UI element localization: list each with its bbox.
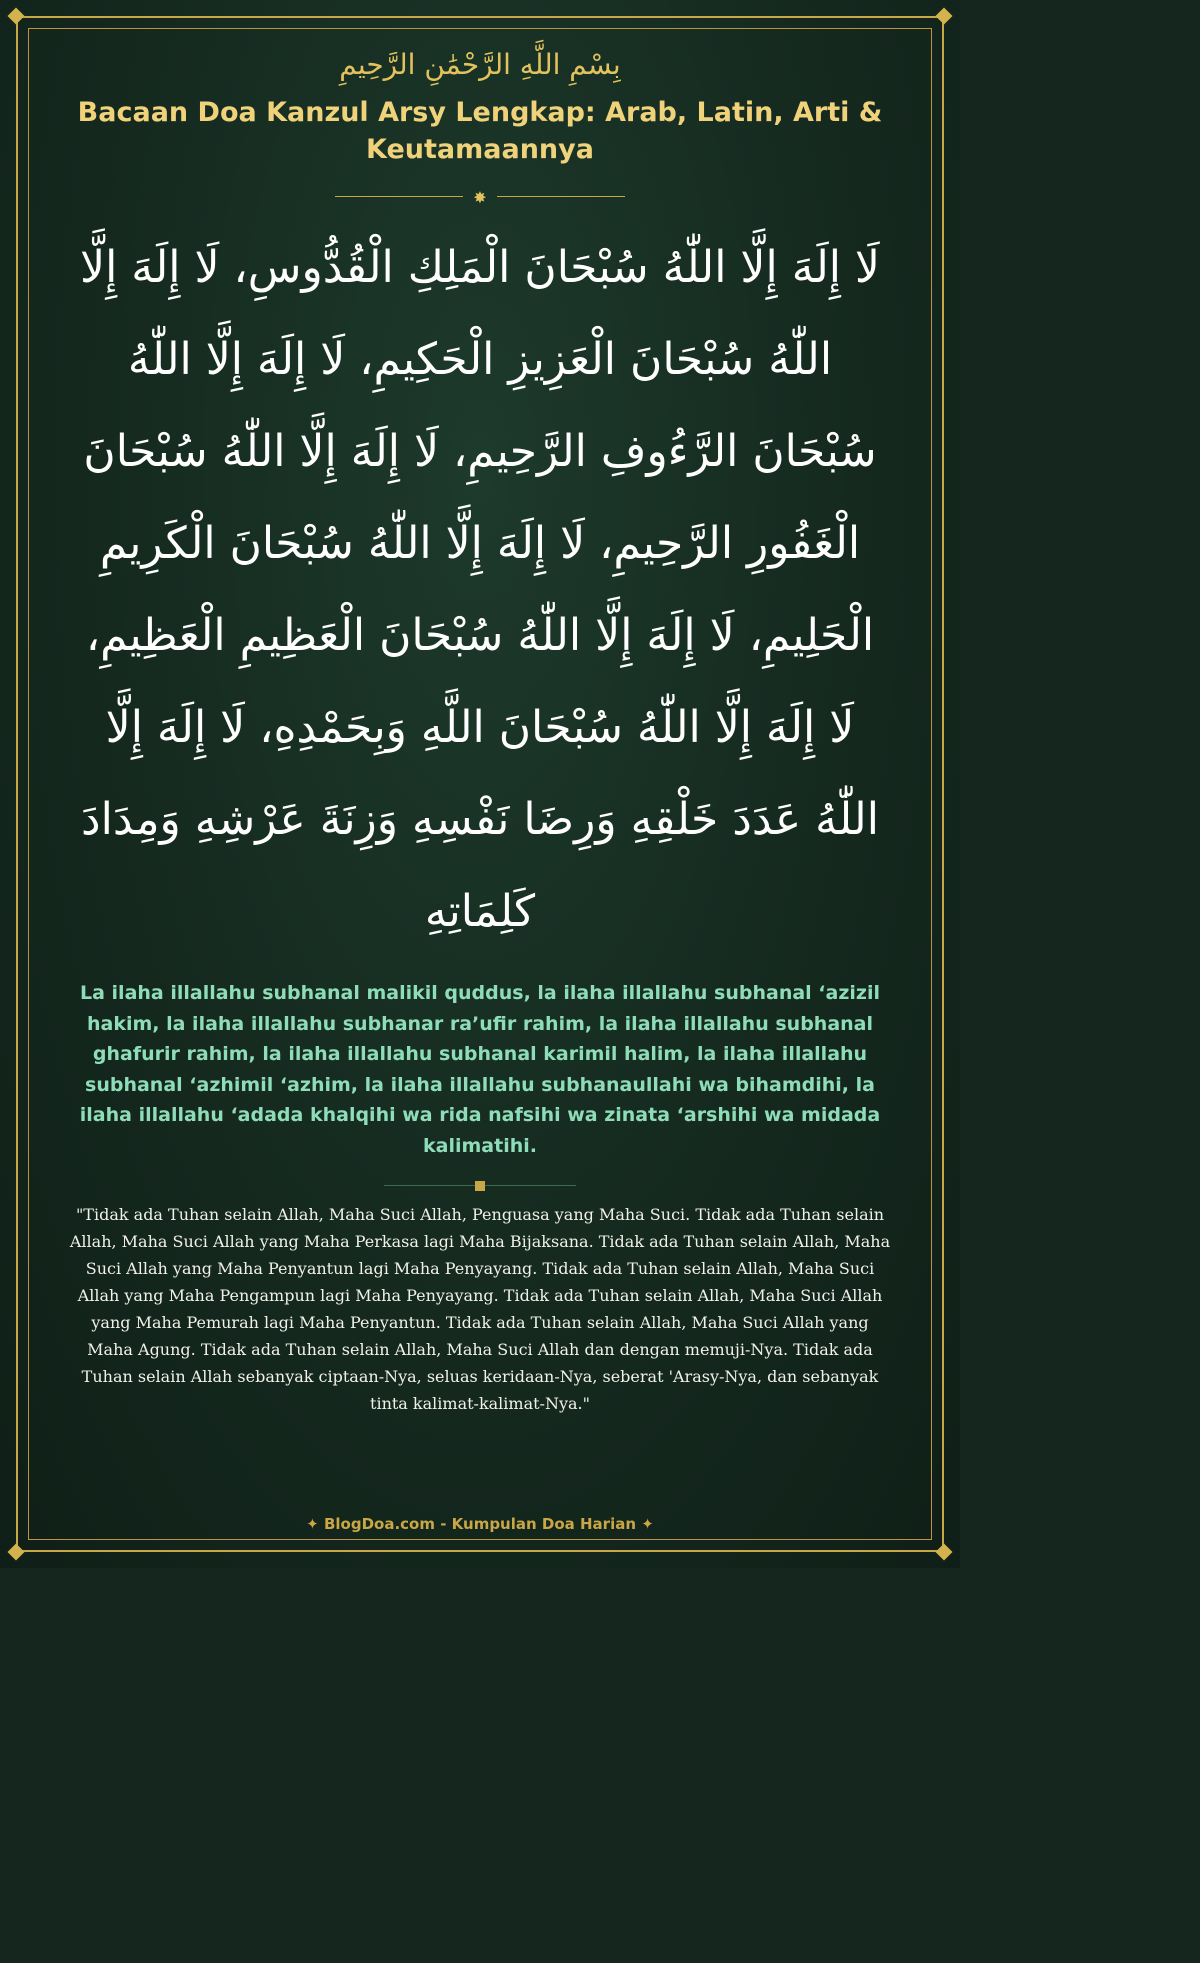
page-title: Bacaan Doa Kanzul Arsy Lengkap: Arab, Latin, Arti & Keutamaannya <box>77 97 883 165</box>
title-divider <box>335 188 625 207</box>
latin-transliteration: La ilaha illallahu subhanal malikil quddus, la ilaha illallahu subhanal ‘azizil hakim, la ilaha illallahu subhanar ra’ufir rahim, la ilaha illallahu subhanal ghafurir rahim, la ilaha illallahu subhanal karimil halim, la ilaha illallahu subhanal ‘azhimil ‘azhim, la ilaha illallahu subhanaullahi wa bihamdihi, la ilaha illallahu ‘adada khalqihi wa rida nafsihi wa zinata ‘arshihi wa midada kalimatihi. <box>79 982 881 1157</box>
star-ornament-icon: ✸ <box>473 188 487 207</box>
footer-credit: ✦ BlogDoa.com - Kumpulan Doa Harian ✦ <box>306 1515 654 1533</box>
indonesian-translation: "Tidak ada Tuhan selain Allah, Maha Suci Allah, Penguasa yang Maha Suci. Tidak ada Tuhan selain Allah, Maha Suci Allah yang Maha Perkasa lagi Maha Bijaksana. Tidak ada Tuhan selain Allah, Maha Suci Allah yang Maha Penyantun lagi Maha Penyayang. Tidak ada Tuhan selain Allah, Maha Suci Allah yang Maha Pengampun lagi Maha Penyayang. Tidak ada Tuhan selain Allah, Maha Suci Allah yang Maha Pemurah lagi Maha Penyantun. Tidak ada Tuhan selain Allah, Maha Suci Allah yang Maha Agung. Tidak ada Tuhan selain Allah, Maha Suci Allah dan dengan memuji-Nya. Tidak ada Tuhan selain Allah sebanyak ciptaan-Nya, seluas keridaan-Nya, seberat 'Arasy-Nya, dan sebanyak tinta kalimat-kalimat-Nya." <box>69 1205 891 1413</box>
divider-line <box>497 196 625 197</box>
section-divider <box>384 1180 576 1192</box>
divider-line <box>335 196 463 197</box>
square-ornament-icon <box>475 1181 485 1191</box>
basmala: بِسْمِ اللَّهِ الرَّحْمَٰنِ الرَّحِيمِ <box>339 48 621 81</box>
arabic-prayer-text: لَا إِلَهَ إِلَّا اللّٰهُ سُبْحَانَ الْمَلِكِ الْقُدُّوسِ، لَا إِلَهَ إِلَّا اللّٰهُ سُبْحَانَ الْعَزِيزِ الْحَكِيمِ، لَا إِلَهَ إِلَّا اللّٰهُ سُبْحَانَ الرَّءُوفِ الرَّحِيمِ، لَا إِلَهَ إِلَّا اللّٰهُ سُبْحَانَ الْغَفُورِ الرَّحِيمِ، لَا إِلَهَ إِلَّا اللّٰهُ سُبْحَانَ الْكَرِيمِ الْحَلِيمِ، لَا إِلَهَ إِلَّا اللّٰهُ سُبْحَانَ الْعَظِيمِ الْعَظِيمِ، لَا إِلَهَ إِلَّا اللّٰهُ سُبْحَانَ اللَّهِ وَبِحَمْدِهِ، لَا إِلَهَ إِلَّا اللّٰهُ عَدَدَ خَلْقِهِ وَرِضَا نَفْسِهِ وَزِنَةَ عَرْشِهِ وَمِدَادَ كَلِمَاتِهِ <box>79 242 881 937</box>
